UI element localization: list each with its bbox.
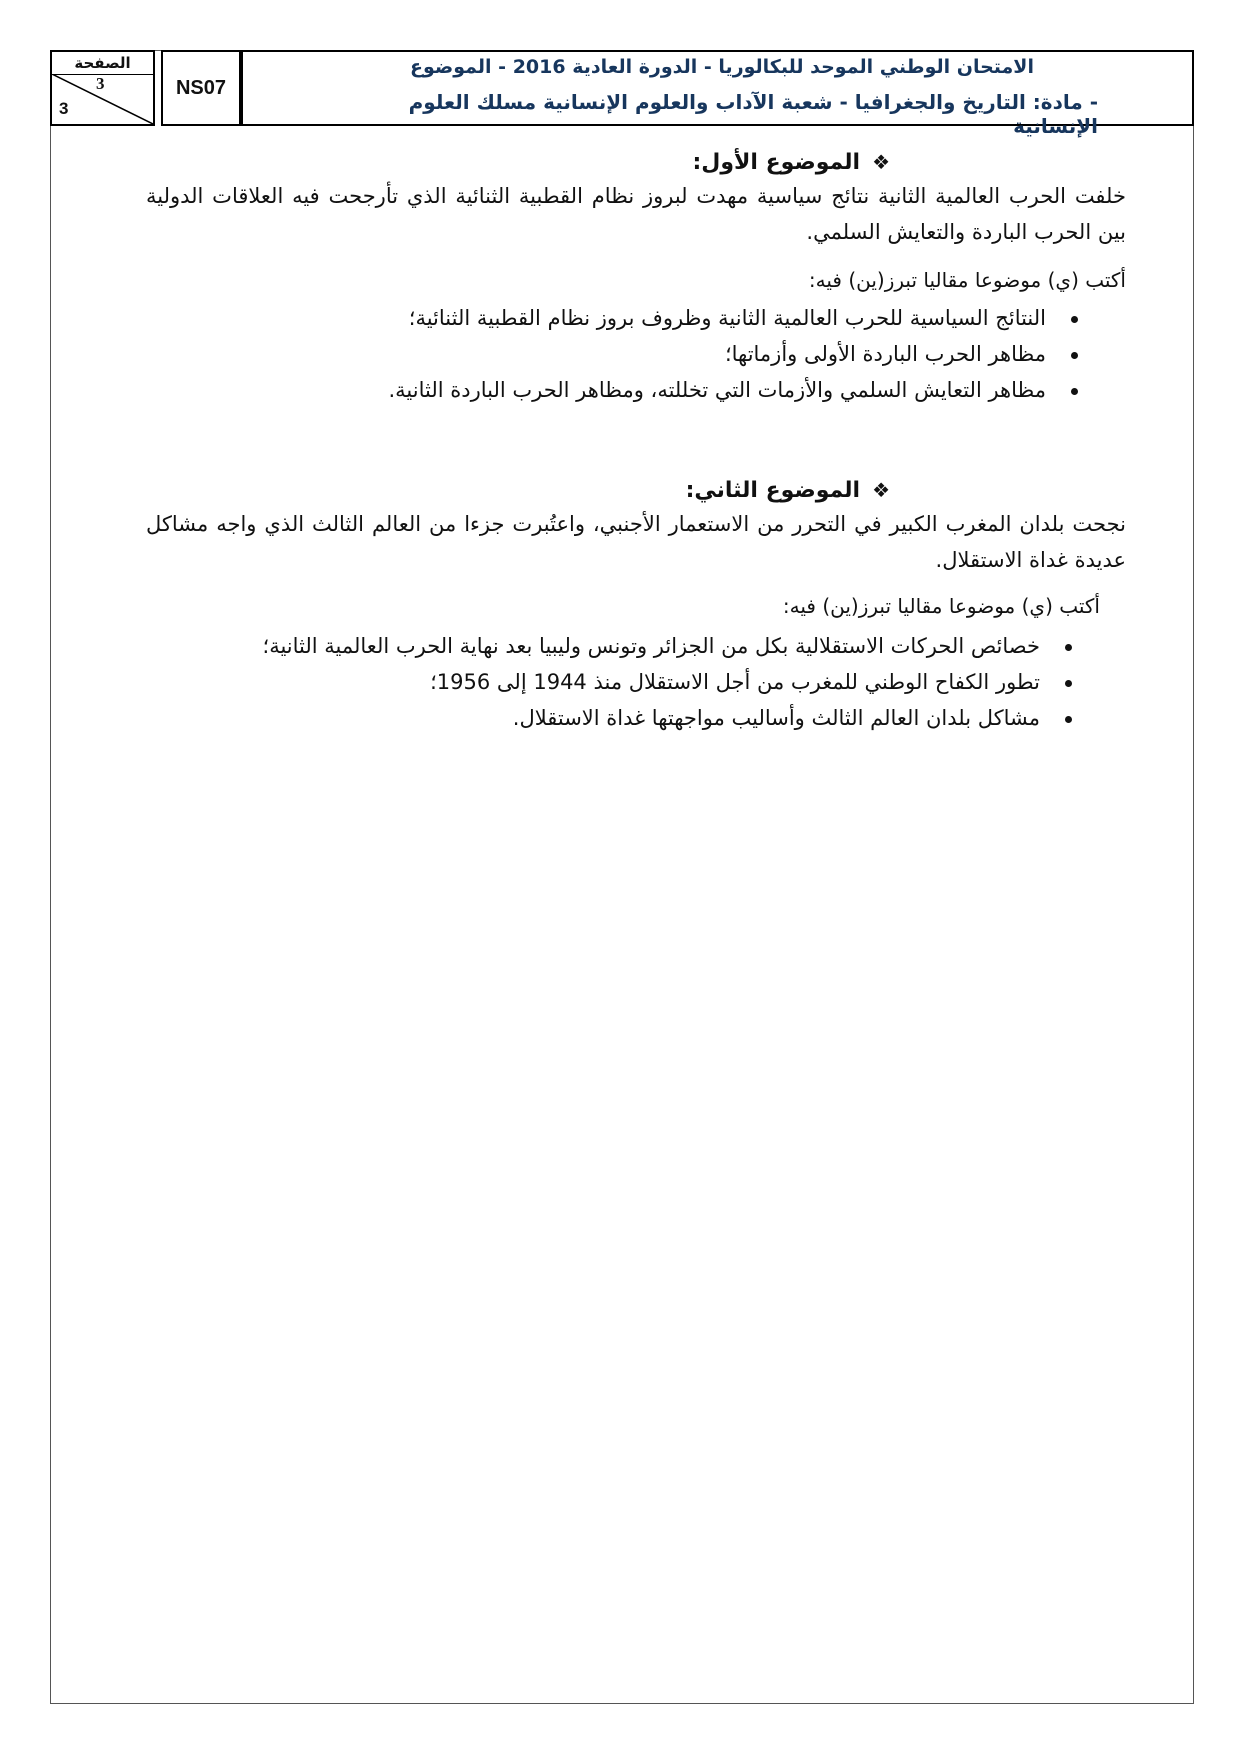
list-item: مظاهر الحرب الباردة الأولى وأزماتها؛ (388, 336, 1086, 372)
topic2-heading-text: الموضوع الثاني: (685, 478, 861, 503)
topic2-intro: نجحت بلدان المغرب الكبير في التحرر من الاستعمار الأجنبي، واعتُبرت جزءا من العالم الثالث الذي واجه مشاكل عديدة غداة الاستقلال. (146, 512, 1126, 572)
page-label: الصفحة (52, 54, 153, 75)
exam-title-box (241, 50, 1194, 138)
topic1-heading (490, 150, 890, 175)
topic1-list (388, 300, 1086, 408)
topic2-heading (490, 478, 890, 503)
page-number-box (50, 50, 155, 126)
page-total: 3 (59, 99, 69, 118)
topic1-intro: خلفت الحرب العالمية الثانية نتائج سياسية مهدت لبروز نظام القطبية الثنائية الذي تأرجحت فيه العلاقات الدولية بين الحرب الباردة والتعايش السلمي. (146, 184, 1126, 244)
page-frame (50, 50, 1194, 1704)
list-item: مظاهر التعايش السلمي والأزمات التي تخللته، ومظاهر الحرب الباردة الثانية. (388, 372, 1086, 408)
list-item: تطور الكفاح الوطني للمغرب من أجل الاستقلال منذ 1944 إلى 1956؛ (263, 664, 1080, 700)
exam-title-line1: الامتحان الوطني الموحد للبكالوريا - الدورة العادية 2016 - الموضوع (410, 56, 1034, 78)
diamond-bullet-icon: ❖ (872, 478, 890, 502)
exam-code: NS07 (161, 50, 241, 126)
topic1-instruction: أكتب (ي) موضوعا مقاليا تبرز(ين) فيه: (808, 268, 1126, 292)
list-item: خصائص الحركات الاستقلالية بكل من الجزائر وتونس وليبيا بعد نهاية الحرب العالمية الثانية؛ (263, 628, 1080, 664)
topic2-instruction: أكتب (ي) موضوعا مقاليا تبرز(ين) فيه: (782, 594, 1100, 618)
exam-title-line2: - مادة: التاريخ والجغرافيا - شعبة الآداب والعلوم الإنسانية مسلك العلوم الإنسانية (408, 90, 1098, 138)
topic1-heading-text: الموضوع الأول: (692, 150, 861, 175)
diamond-bullet-icon: ❖ (872, 150, 890, 174)
page-number: 3 (96, 74, 105, 93)
list-item: مشاكل بلدان العالم الثالث وأساليب مواجهتها غداة الاستقلال. (263, 700, 1080, 736)
topic2-list (263, 628, 1080, 736)
list-item: النتائج السياسية للحرب العالمية الثانية وظروف بروز نظام القطبية الثنائية؛ (388, 300, 1086, 336)
